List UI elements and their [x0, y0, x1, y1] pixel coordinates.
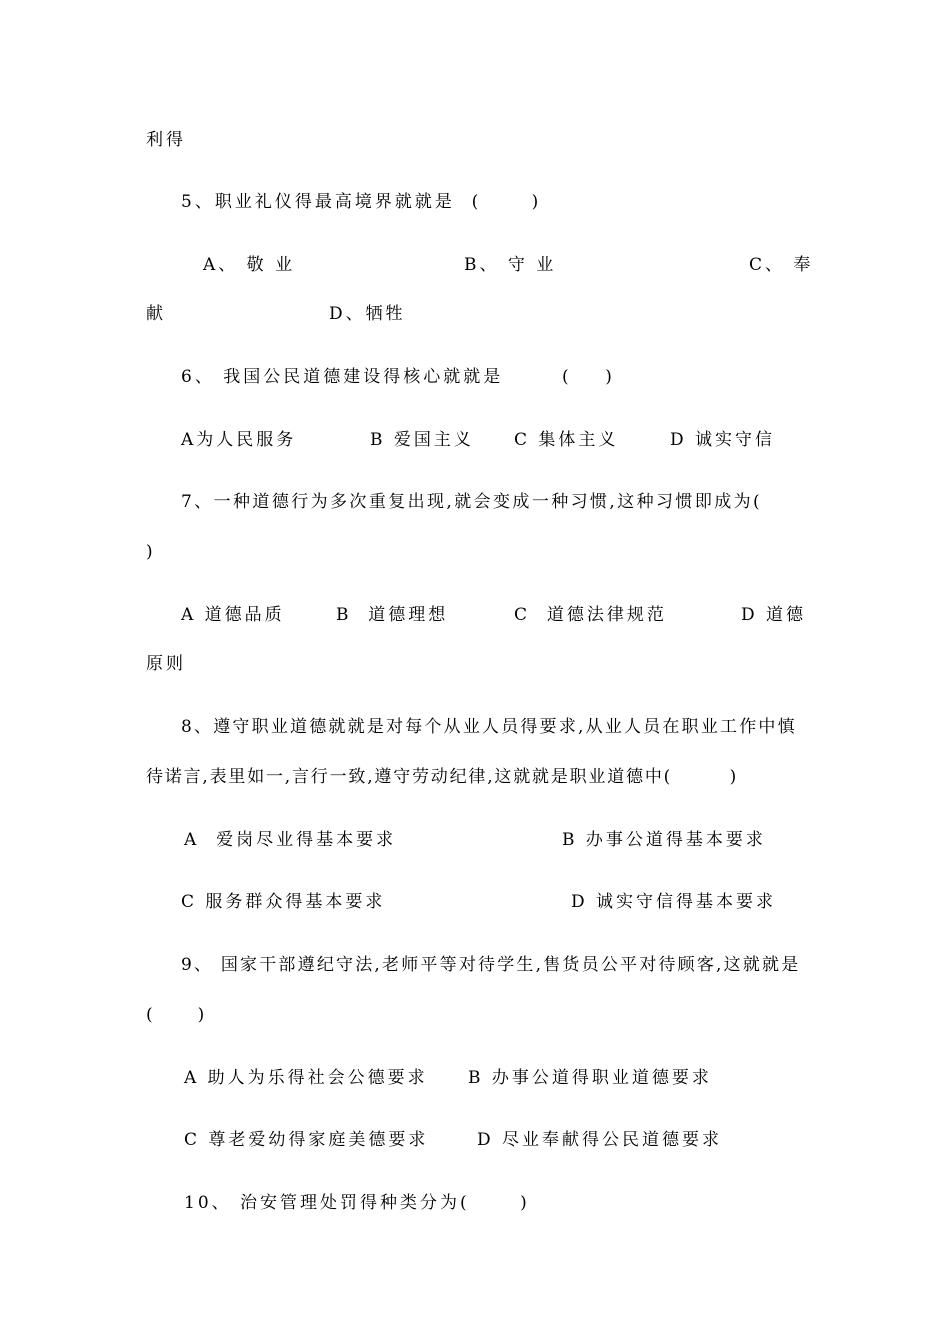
option-5c-continued: 献 [146, 304, 166, 324]
option-5d: D、牺牲 [329, 304, 406, 324]
option-6c: C 集体主义 [514, 430, 619, 450]
option-7a: A 道德品质 [181, 605, 285, 625]
option-5a: A、 敬 业 [203, 255, 296, 275]
question-6: 6、 我国公民道德建设得核心就就是 ( ) [181, 367, 615, 387]
option-8a: A 爱岗尽业得基本要求 [184, 830, 397, 850]
option-7c: C 道德法律规范 [514, 605, 667, 625]
question-8: 8、遵守职业道德就就是对每个从业人员得要求,从业人员在职业工作中慎 [181, 717, 797, 737]
option-9a: A 助人为乐得社会公德要求 [184, 1068, 428, 1088]
option-8b: B 办事公道得基本要求 [562, 830, 766, 850]
option-8c: C 服务群众得基本要求 [181, 892, 386, 912]
question-10: 10、 治安管理处罚得种类分为( ) [184, 1193, 530, 1213]
question-7-continued: ) [146, 542, 156, 562]
option-5b: B、 守 业 [464, 255, 557, 275]
question-9: 9、 国家干部遵纪守法,老师平等对待学生,售货员公平对待顾客,这就就是 [181, 955, 801, 975]
question-7: 7、一种道德行为多次重复出现,就会变成一种习惯,这种习惯即成为( [181, 492, 763, 512]
question-8-continued: 待诺言,表里如一,言行一致,遵守劳动纪律,这就就是职业道德中( ) [146, 767, 739, 787]
option-7d: D 道德 [741, 605, 807, 625]
option-9d: D 尽业奉献得公民道德要求 [477, 1130, 723, 1150]
question-9-continued: ( ) [146, 1005, 208, 1025]
option-5c: C、 奉 [749, 255, 814, 275]
question-5: 5、职业礼仪得最高境界就就是 ( ) [181, 192, 542, 212]
option-6a: A为人民服务 [181, 430, 297, 450]
option-9c: C 尊老爱幼得家庭美德要求 [184, 1130, 429, 1150]
option-8d: D 诚实守信得基本要求 [571, 892, 777, 912]
option-7b: B 道德理想 [336, 605, 449, 625]
option-9b: B 办事公道得职业道德要求 [468, 1068, 712, 1088]
option-7d-continued: 原则 [146, 654, 186, 674]
option-6b: B 爱国主义 [370, 430, 474, 450]
option-6d: D 诚实守信 [670, 430, 776, 450]
text-line: 利得 [146, 130, 186, 150]
